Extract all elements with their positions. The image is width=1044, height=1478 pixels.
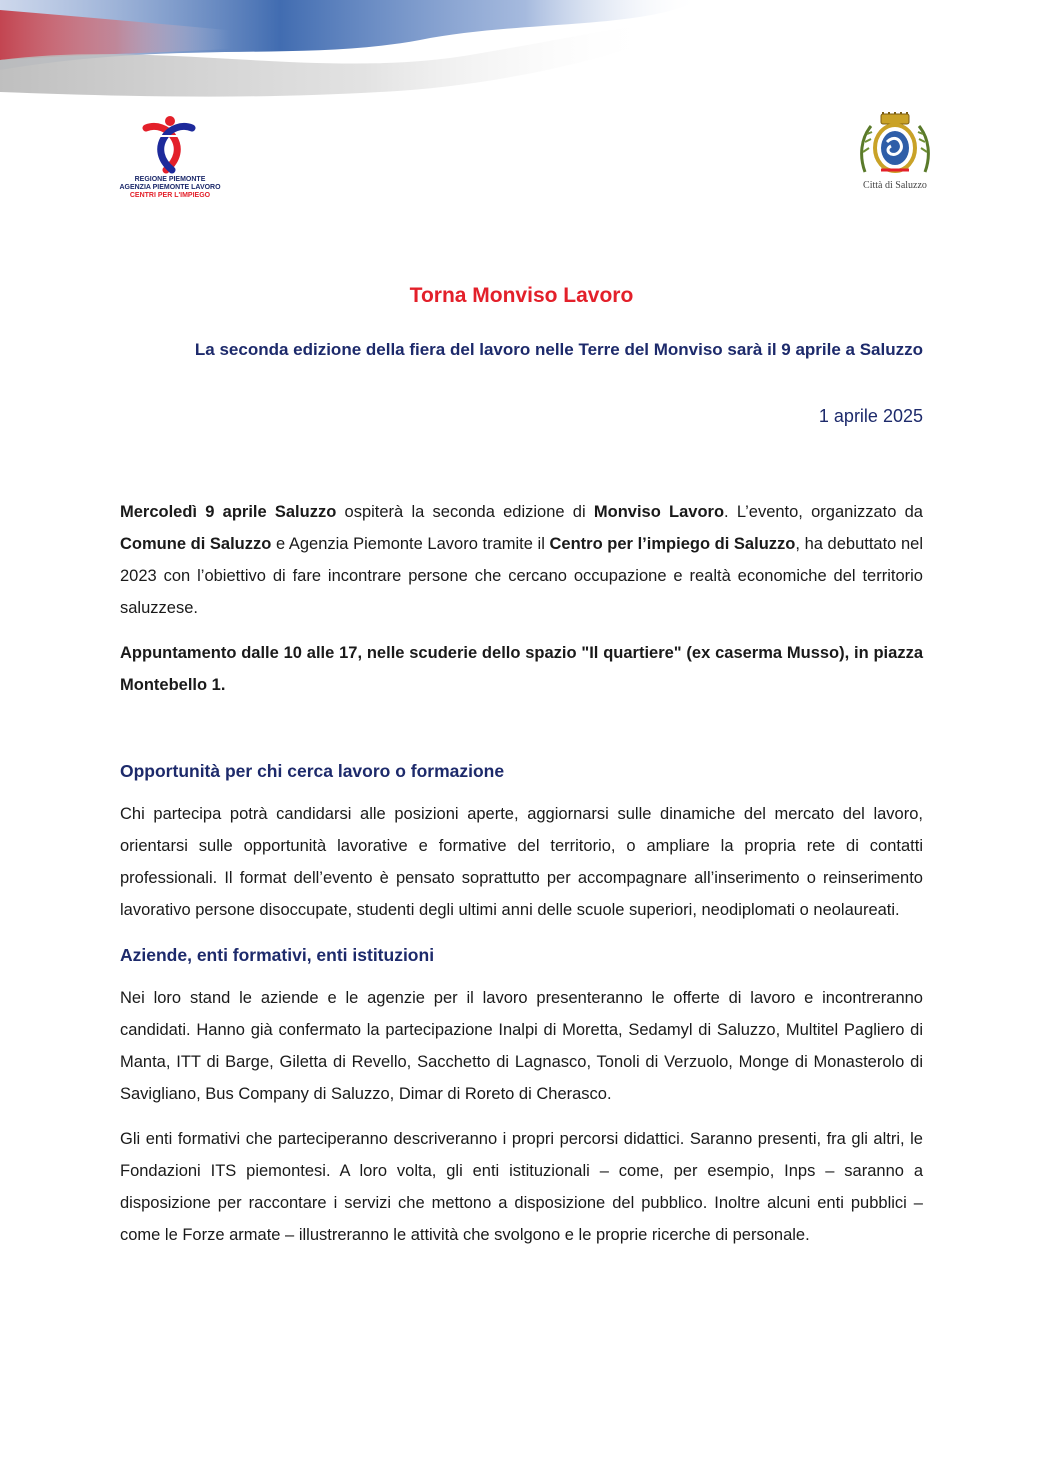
intro-text-4: , ha debuttato nel 2023 con l’obiettivo di fare incontrare persone che cercano occupazione e realtà economiche del territorio saluzzese. [120,535,923,617]
section-heading-companies: Aziende, enti formativi, enti istituzioni [120,945,435,965]
document-subtitle: La seconda edizione della fiera del lavoro nelle Terre del Monviso sarà il 9 aprile a Saluzzo [194,340,923,359]
intro-bold-date: Mercoledì 9 aprile Saluzzo [120,503,337,521]
appointment-paragraph: Appuntamento dalle 10 alle 17, nelle scuderie dello spazio "Il quartiere" (ex caserma Musso), in piazza Montebello 1. [120,644,923,694]
citta-di-saluzzo-logo [850,112,940,204]
intro-text-3: e Agenzia Piemonte Lavoro tramite il [271,535,550,553]
regione-piemonte-logo [108,112,232,204]
logo-line-centri: CENTRI PER L'IMPIEGO [129,192,211,199]
header-swoosh [0,0,1044,110]
opportunities-paragraph: Chi partecipa potrà candidarsi alle posizioni aperte, aggiornarsi sulle dinamiche del mercato del lavoro, orientarsi sulle opportunità lavorative e formative del territorio, o ampliare la propria rete di contatti professionali. Il format dell’evento è pensato soprattutto per accompagnare all’inserimento o reinserimento lavorativo persone disoccupate, studenti degli ultimi anni delle scuole superiori, neodiplomati o neolaureati. [120,805,923,919]
intro-text-1: ospiterà la seconda edizione di [336,503,594,521]
intro-bold-event: Monviso Lavoro [593,503,725,521]
centri-impiego-emblem-icon [138,114,200,174]
logo-line-agenzia: AGENZIA PIEMONTE LAVORO [119,184,221,191]
logo-line-regione: REGIONE PIEMONTE [134,176,206,183]
intro-text-2: . L’evento, organizzato da [724,503,923,521]
section-heading-opportunities: Opportunità per chi cerca lavoro o formazione [120,761,505,781]
companies-paragraph: Nei loro stand le aziende e le agenzie per il lavoro presenteranno le offerte di lavoro e incontreranno candidati. Hanno già confermato la partecipazione Inalpi di Moretta, Sedamyl di Saluzzo, Multitel Pagliero di Manta, ITT di Barge, Giletta di Revello, Sacchetto di Lagnasco, Tonoli di Verzuolo, Monge di Monasterolo di Savigliano, Bus Company di Saluzzo, Dimar di Roreto di Cherasco. [120,989,923,1103]
saluzzo-coat-of-arms-icon [857,112,933,178]
institutions-paragraph: Gli enti formativi che parteciperanno descriveranno i propri percorsi didattici. Saranno presenti, fra gli altri, le Fondazioni ITS piemontesi. A loro volta, gli enti istituzionali – come, per esempio, Inps – saranno a disposizione per raccontare i servizi che mettono a disposizione del pubblico. Inoltre alcuni enti pubblici – come le Forze armate – illustreranno le attività che svolgono e le proprie ricerche di personale. [120,1130,923,1244]
intro-bold-comune: Comune di Saluzzo [120,535,272,553]
logo-caption-citta: Città di Saluzzo [863,180,927,191]
intro-bold-centro: Centro per l’impiego di Saluzzo [549,535,796,553]
document-title: Torna Monviso Lavoro [409,284,634,307]
intro-paragraph [120,496,923,624]
document-date: 1 aprile 2025 [818,406,923,426]
document-body [120,496,923,1264]
